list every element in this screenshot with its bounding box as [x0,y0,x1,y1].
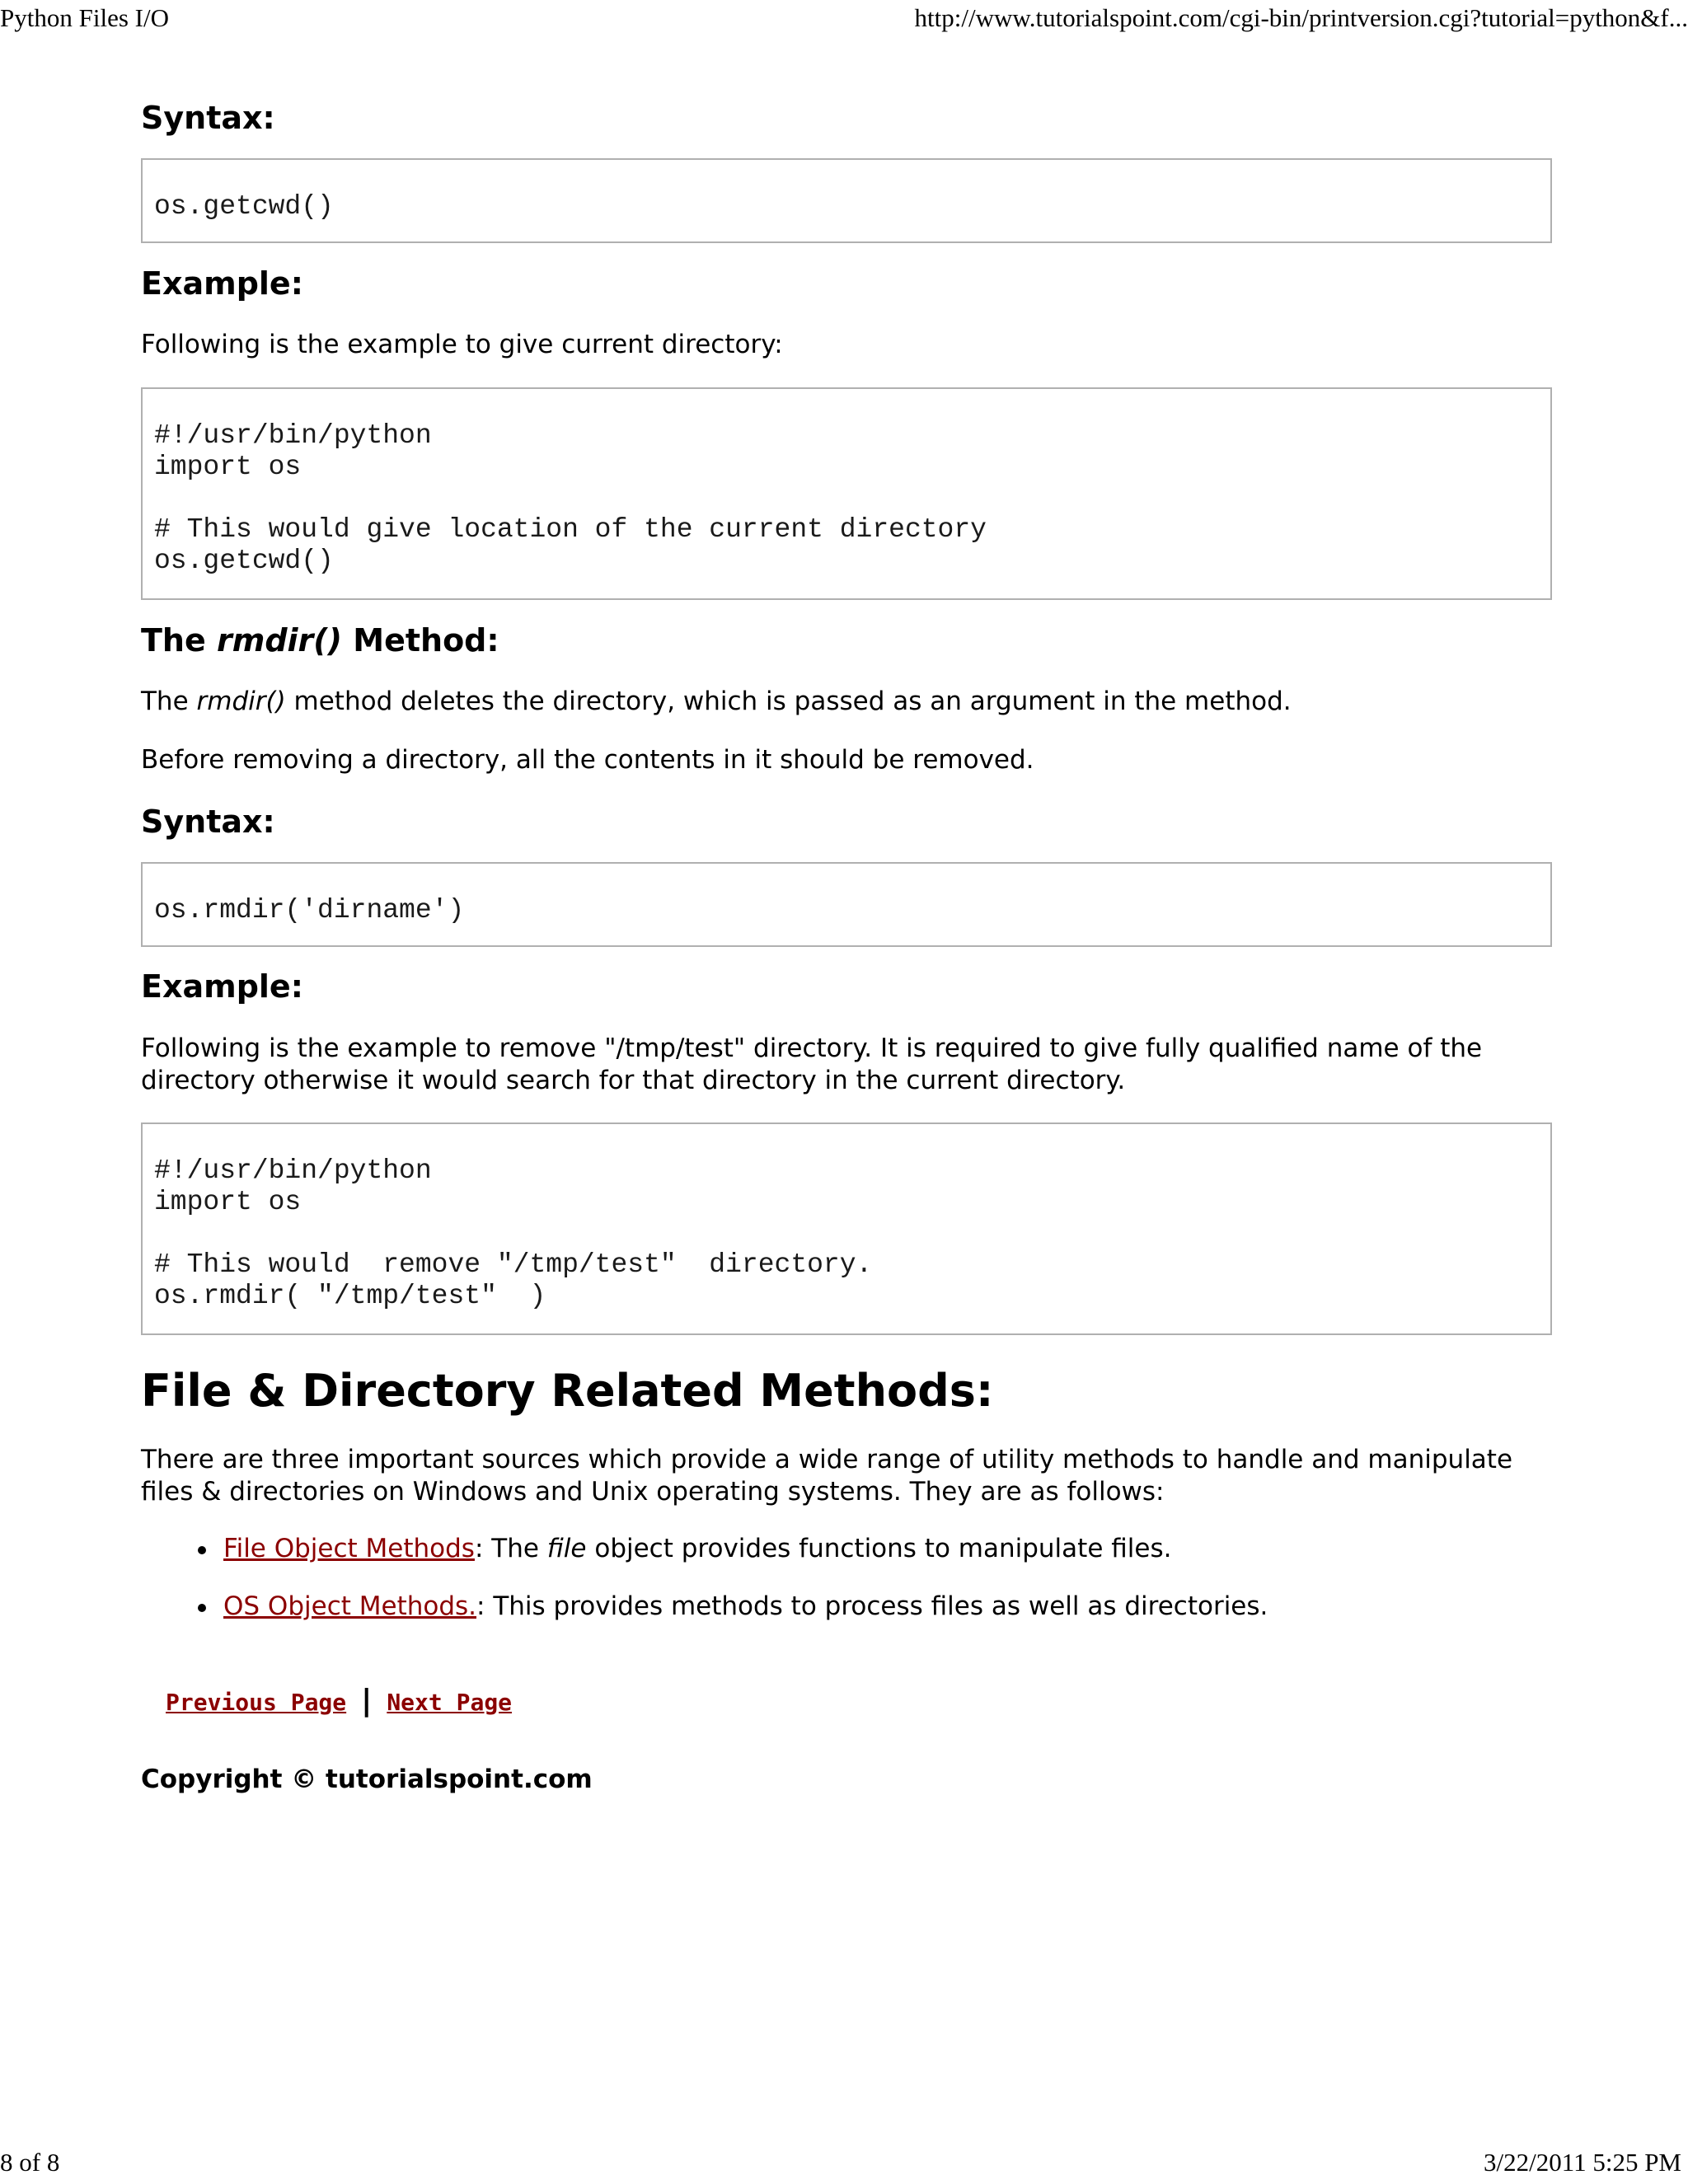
print-header-title: Python Files I/O [0,3,169,32]
os-object-methods-link[interactable]: OS Object Methods. [223,1591,477,1621]
rmdir-syntax-code: os.rmdir('dirname') [154,895,465,926]
rmdir-method-heading [141,620,499,661]
page-navigation [166,1685,512,1719]
rmdir-description [141,686,1555,718]
related-methods-list [141,1533,1555,1648]
rmdir-example-code-box [141,1122,1552,1335]
getcwd-example-intro: Following is the example to give current directory: [141,330,783,359]
file-object-methods-link[interactable]: File Object Methods [223,1534,475,1563]
rmdir-desc-prefix: The [141,687,197,716]
getcwd-example-heading: Example: [141,265,303,302]
rmdir-desc-suffix: method deletes the directory, which is passed as an argument in the method. [285,687,1292,716]
list-item [141,1533,1555,1565]
nav-separator: | [361,1684,373,1718]
previous-page-link[interactable]: Previous Page [166,1689,347,1716]
list-item [141,1591,1555,1623]
rmdir-description-2: Before removing a directory, all the contents in it should be removed. [141,745,1034,775]
rmdir-heading-method: rmdir() [216,622,343,658]
getcwd-syntax-code: os.getcwd() [154,191,334,222]
print-header-url: http://www.tutorialspoint.com/cgi-bin/printversion.cgi?tutorial=python&f... [914,3,1688,32]
rmdir-example-intro: Following is the example to remove "/tmp/test" directory. It is required to give fully qualified name of the directory otherwise it would search for that directory in the current directory. [141,1033,1483,1095]
rmdir-heading-prefix: The [141,622,217,658]
print-footer-page: 8 of 8 [0,2148,60,2177]
rmdir-example-heading: Example: [141,968,303,1005]
getcwd-example-code-box [141,387,1552,600]
rmdir-example-code: #!/usr/bin/python import os # This would remove "/tmp/test" directory. os.rmdir( "/tmp/test" ) [154,1155,873,1311]
next-page-link[interactable]: Next Page [387,1689,513,1716]
list-item-text: : This provides methods to process files as well as directories. [476,1591,1268,1621]
rmdir-desc-method: rmdir() [196,687,286,716]
print-footer-datetime: 3/22/2011 5:25 PM [1484,2148,1681,2177]
list-item-text: : The [474,1534,547,1563]
rmdir-syntax-code-box [141,862,1552,947]
bullet-icon [198,1546,206,1554]
rmdir-syntax-heading: Syntax: [141,804,275,840]
list-item-italic: file [546,1534,587,1563]
rmdir-heading-suffix: Method: [342,622,499,658]
related-methods-heading: File & Directory Related Methods: [141,1365,994,1417]
bullet-icon [198,1604,206,1612]
list-item-text-suffix: object provides functions to manipulate files. [586,1534,1172,1563]
getcwd-syntax-heading: Syntax: [141,100,275,136]
getcwd-example-code: #!/usr/bin/python import os # This would give location of the current directory os.getcwd() [154,420,987,576]
copyright-notice: Copyright © tutorialspoint.com [141,1765,593,1794]
getcwd-syntax-code-box [141,158,1552,243]
related-methods-intro: There are three important sources which provide a wide range of utility methods to handle and manipulate files & directories on Windows and Unix operating systems. They are as follows: [141,1445,1513,1507]
